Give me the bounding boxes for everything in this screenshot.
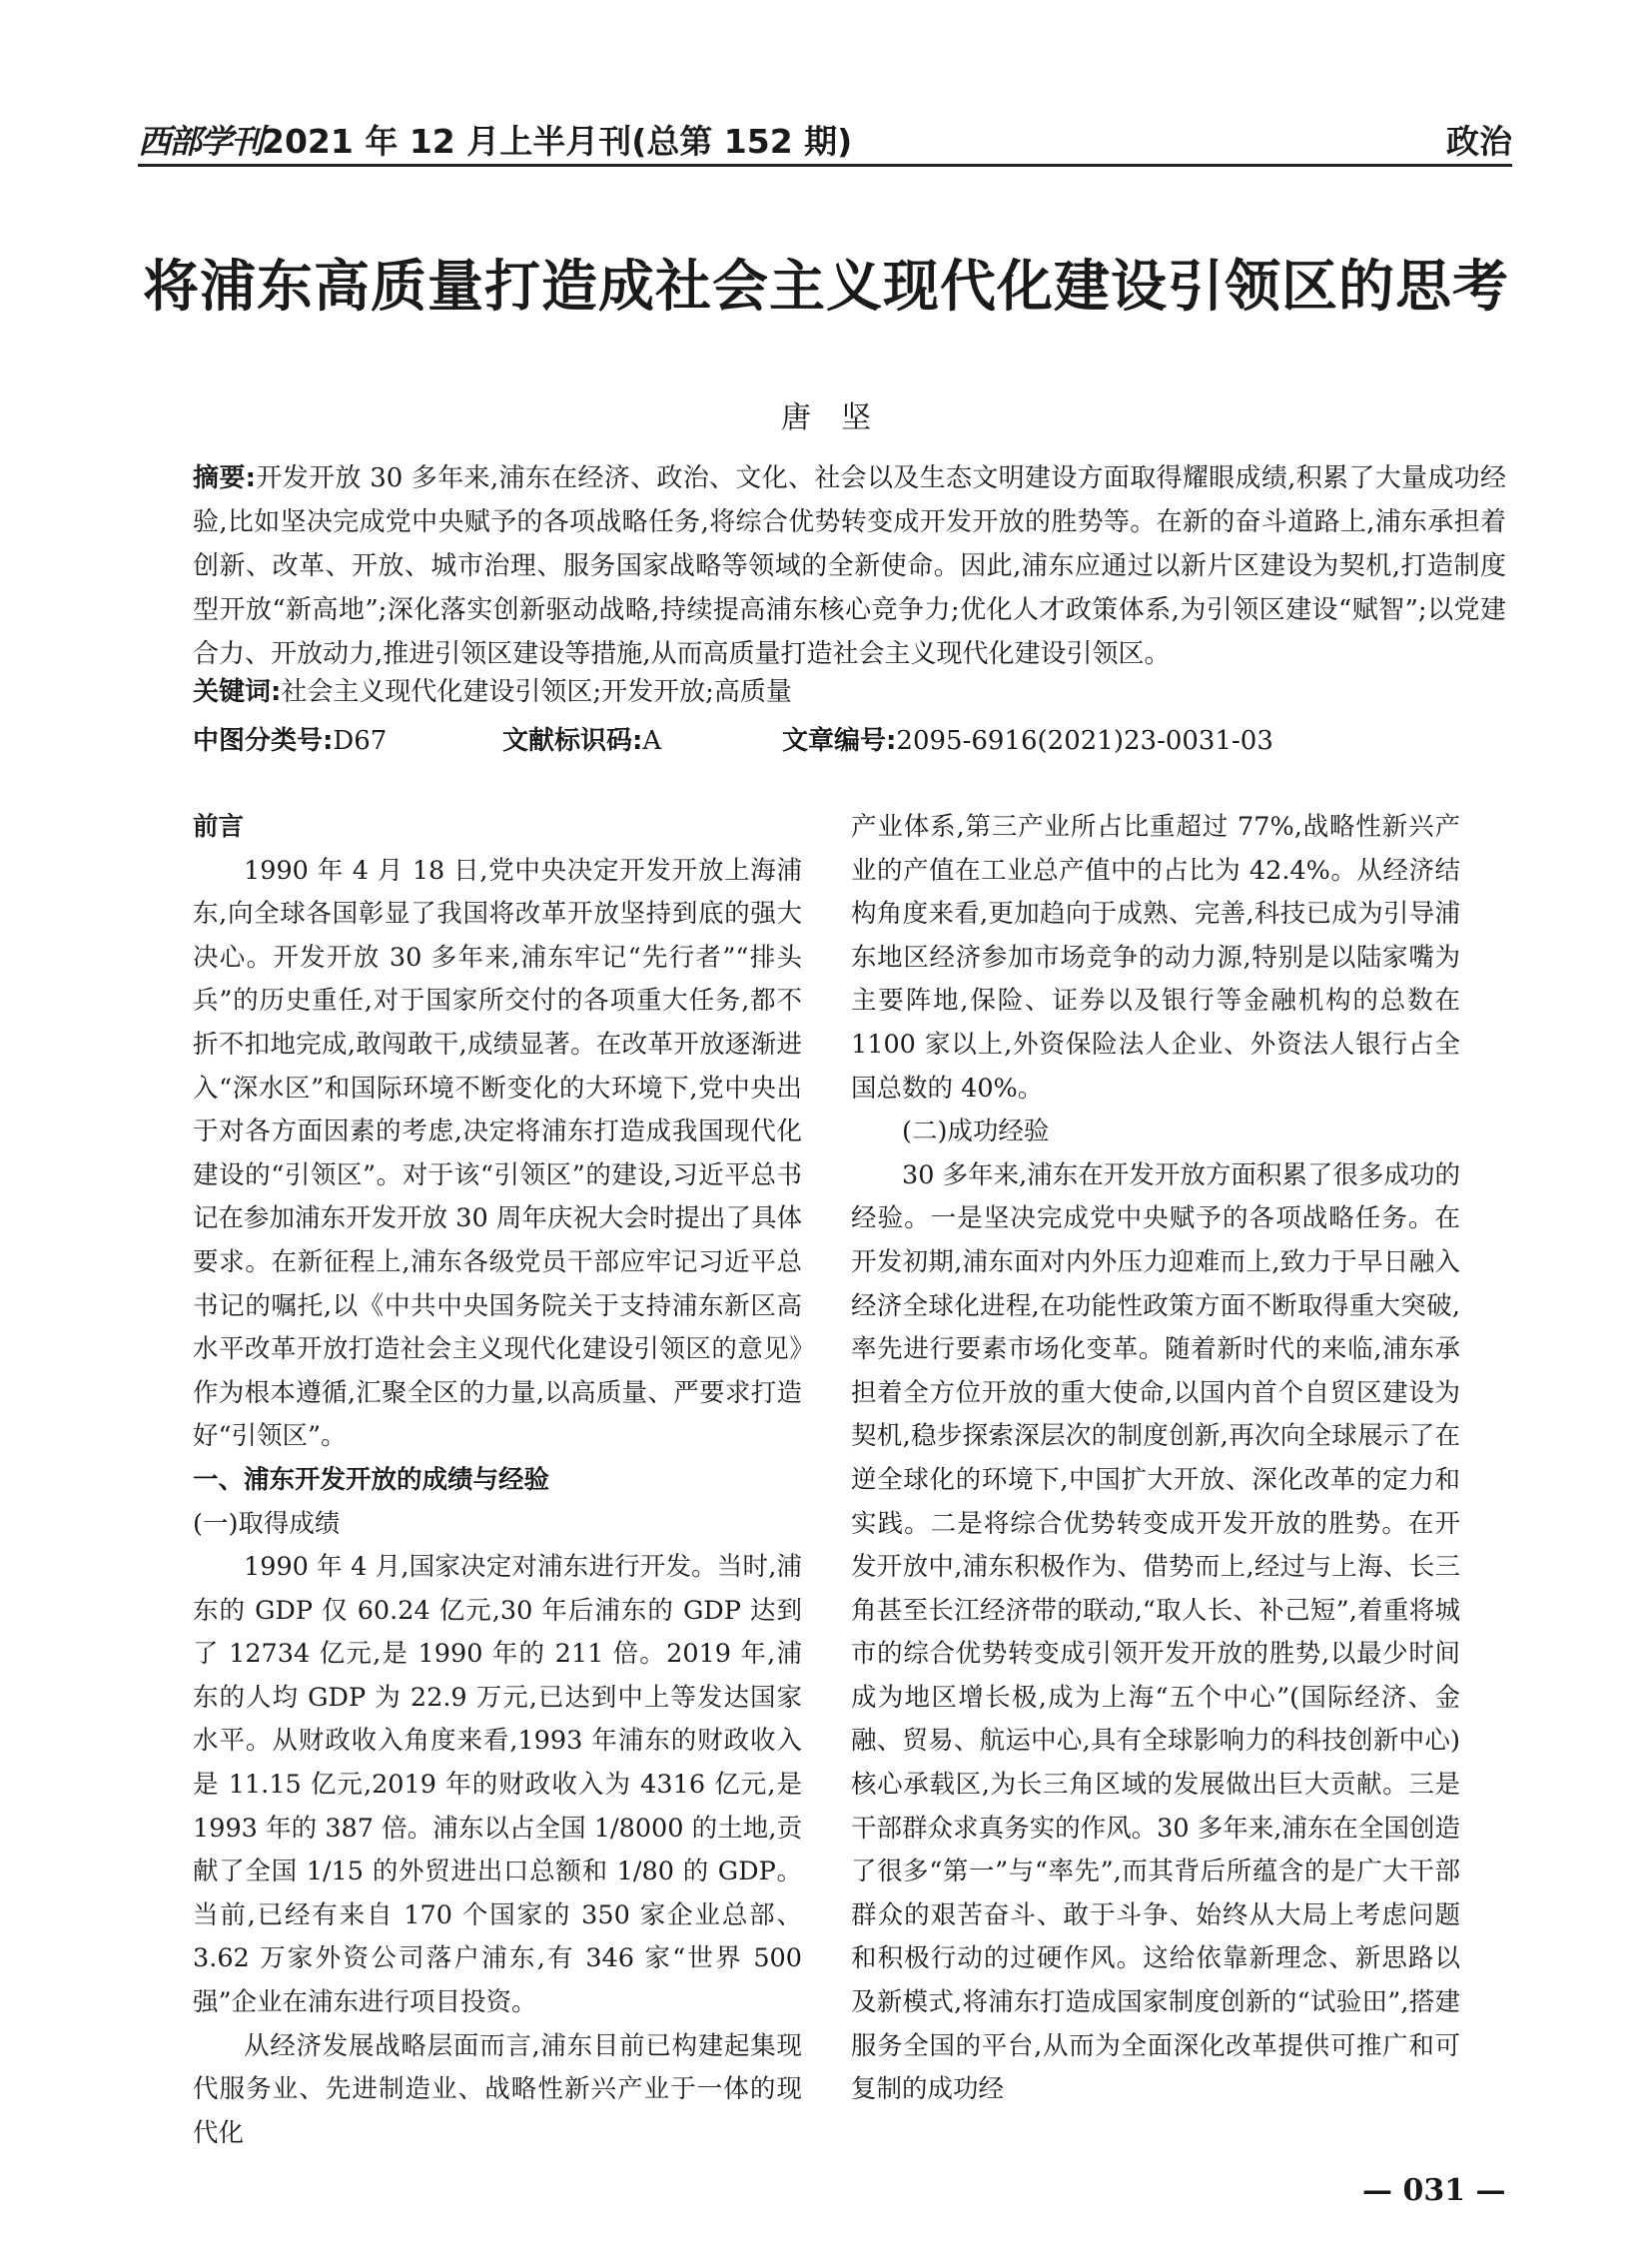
paragraph: 从经济发展战略层面而言,浦东目前已构建起集现代服务业、先进制造业、战略性新兴产业于一体的现代化 [193,2030,802,2148]
author-name: 唐坚 [781,400,901,435]
section-heading: 一、浦东开发开放的成绩与经验 [193,1464,550,1495]
paragraph: 30 多年来,浦东在开发开放方面积累了很多成功的经验。一是坚决完成党中央赋予的各项战略任务。在开发初期,浦东面对内外压力迎难而上,致力于早日融入经济全球化进程,在功能性政策方面不断取得重大突破,率先进行要素市场化变革。随着新时代的来临,浦东承担着全方位开放的重大使命,以国内首个自贸区建设为契机,稳步探索深层次的制度创新,再次向全球展示了在逆全球化的环境下,中国扩大开放、深化改革的定力和实践。二是将综合优势转变成开发开放的胜势。在开发开放中,浦东积极作为、借势而上,经过与上海、长三角甚至长江经济带的联动,“取人长、补己短”,着重将城市的综合优势转变成引领开发开放的胜势,以最少时间成为地区增长极,成为上海“五个中心”(国际经济、金融、贸易、航运中心,具有全球影响力的科技创新中心)核心承载区,为长三角区域的发展做出巨大贡献。三是干部群众求真务实的作风。30 多年来,浦东在全国创造了很多“第一”与“率先”,而其背后所蕴含的是广大干部群众的艰苦奋斗、敢于斗争、始终从大局上考虑问题和积极行动的过硬作风。这给依靠新理念、新思路以及新模式,将浦东打造成国家制度创新的“试验田”,搭建服务全国的平台,从而为全面深化改革提供可推广和可复制的成功经 [851,1159,1460,2105]
document-code [502,719,661,763]
abstract [193,456,1506,676]
paragraph: 1990 年 4 月 18 日,党中央决定开发开放上海浦东,向全球各国彰显了我国将改革开放坚持到底的强大决心。开发开放 30 多年来,浦东牢记“先行者”“排头兵”的历史重任,对于国家所交付的各项重大任务,都不折不扣地完成,敢闯敢干,成绩显著。在改革开放逐渐进入“深水区”和国际环境不断变化的大环境下,党中央出于对各方面因素的考虑,决定将浦东打造成我国现代化建设的“引领区”。对于该“引领区”的建设,习近平总书记在参加浦东开发开放 30 周年庆祝大会时提出了具体要求。在新征程上,浦东各级党员干部应牢记习近平总书记的嘱托,以《中共中央国务院关于支持浦东新区高水平改革开放打造社会主义现代化建设引领区的意见》作为根本遵循,汇聚全区的力量,以高质量、严要求打造好“引领区”。 [193,855,802,1452]
article-title: 将浦东高质量打造成社会主义现代化建设引领区的思考 [143,255,1509,320]
header-rule [138,164,1512,167]
article-no-label: 文章编号: [782,726,897,756]
section-label: 政治 [1446,122,1512,161]
journal-logo: 西部学刊 [138,122,262,161]
page-number: — 031 — [1362,2173,1506,2208]
keywords-text: 社会主义现代化建设引领区;开发开放;高质量 [281,677,792,707]
abstract-label: 摘要: [193,463,257,493]
preface-heading: 前言 [193,812,245,842]
subsection-heading: (一)取得成绩 [193,1508,341,1539]
clc-code [193,719,387,763]
right-column [851,806,1460,2112]
clc-value: D67 [333,726,388,756]
keywords [193,670,1506,714]
abstract-text: 开发开放 30 多年来,浦东在经济、政治、文化、社会以及生态文明建设方面取得耀眼成绩,积累了大量成功经验,比如坚决完成党中央赋予的各项战略任务,将综合优势转变成开发开放的胜势等。在新的奋斗道路上,浦东承担着创新、改革、开放、城市治理、服务国家战略等领域的全新使命。因此,浦东应通过以新片区建设为契机,打造制度型开放“新高地”;深化落实创新驱动战略,持续提高浦东核心竞争力;优化人才政策体系,为引领区建设“赋智”;以党建合力、开放动力,推进引领区建设等措施,从而高质量打造社会主义现代化建设引领区。 [193,463,1506,669]
issue-info: 2021 年 12 月上半月刊(总第 152 期) [262,122,853,161]
left-column [193,806,802,2155]
article-no-value: 2095-6916(2021)23-0031-03 [896,726,1273,756]
paragraph: 1990 年 4 月,国家决定对浦东进行开发。当时,浦东的 GDP 仅 60.24 亿元,30 年后浦东的 GDP 达到了 12734 亿元,是 1990 年的 211 倍。2019 年,浦东的人均 GDP 为 22.9 万元,已达到中上等发达国家水平。从财政收入角度来看,1993 年浦东的财政收入是 11.15 亿元,2019 年的财政收入为 4316 亿元,是 1993 年的 387 倍。浦东以占全国 1/8000 的土地,贡献了全国 1/15 的外贸进出口总额和 1/80 的 GDP。当前,已经有来自 170 个国家的 350 家企业总部、3.62 万家外资公司落户浦东,有 346 家“世界 500 强”企业在浦东进行项目投资。 [193,1552,802,2018]
clc-label: 中图分类号: [193,726,334,756]
doc-code-value: A [642,726,662,756]
article-number [782,719,1273,763]
header-journal [138,116,852,163]
doc-code-label: 文献标识码: [502,726,643,756]
paragraph: 产业体系,第三产业所占比重超过 77%,战略性新兴产业的产值在工业总产值中的占比为 42.4%。从经济结构角度来看,更加趋向于成熟、完善,科技已成为引导浦东地区经济参加市场竞争的动力源,特别是以陆家嘴为主要阵地,保险、证券以及银行等金融机构的总数在 1100 家以上,外资保险法人企业、外资法人银行占全国总数的 40%。 [851,812,1460,1104]
subsection-heading: (二)成功经验 [902,1117,1050,1147]
keywords-label: 关键词: [193,677,282,707]
running-header [138,116,1512,162]
